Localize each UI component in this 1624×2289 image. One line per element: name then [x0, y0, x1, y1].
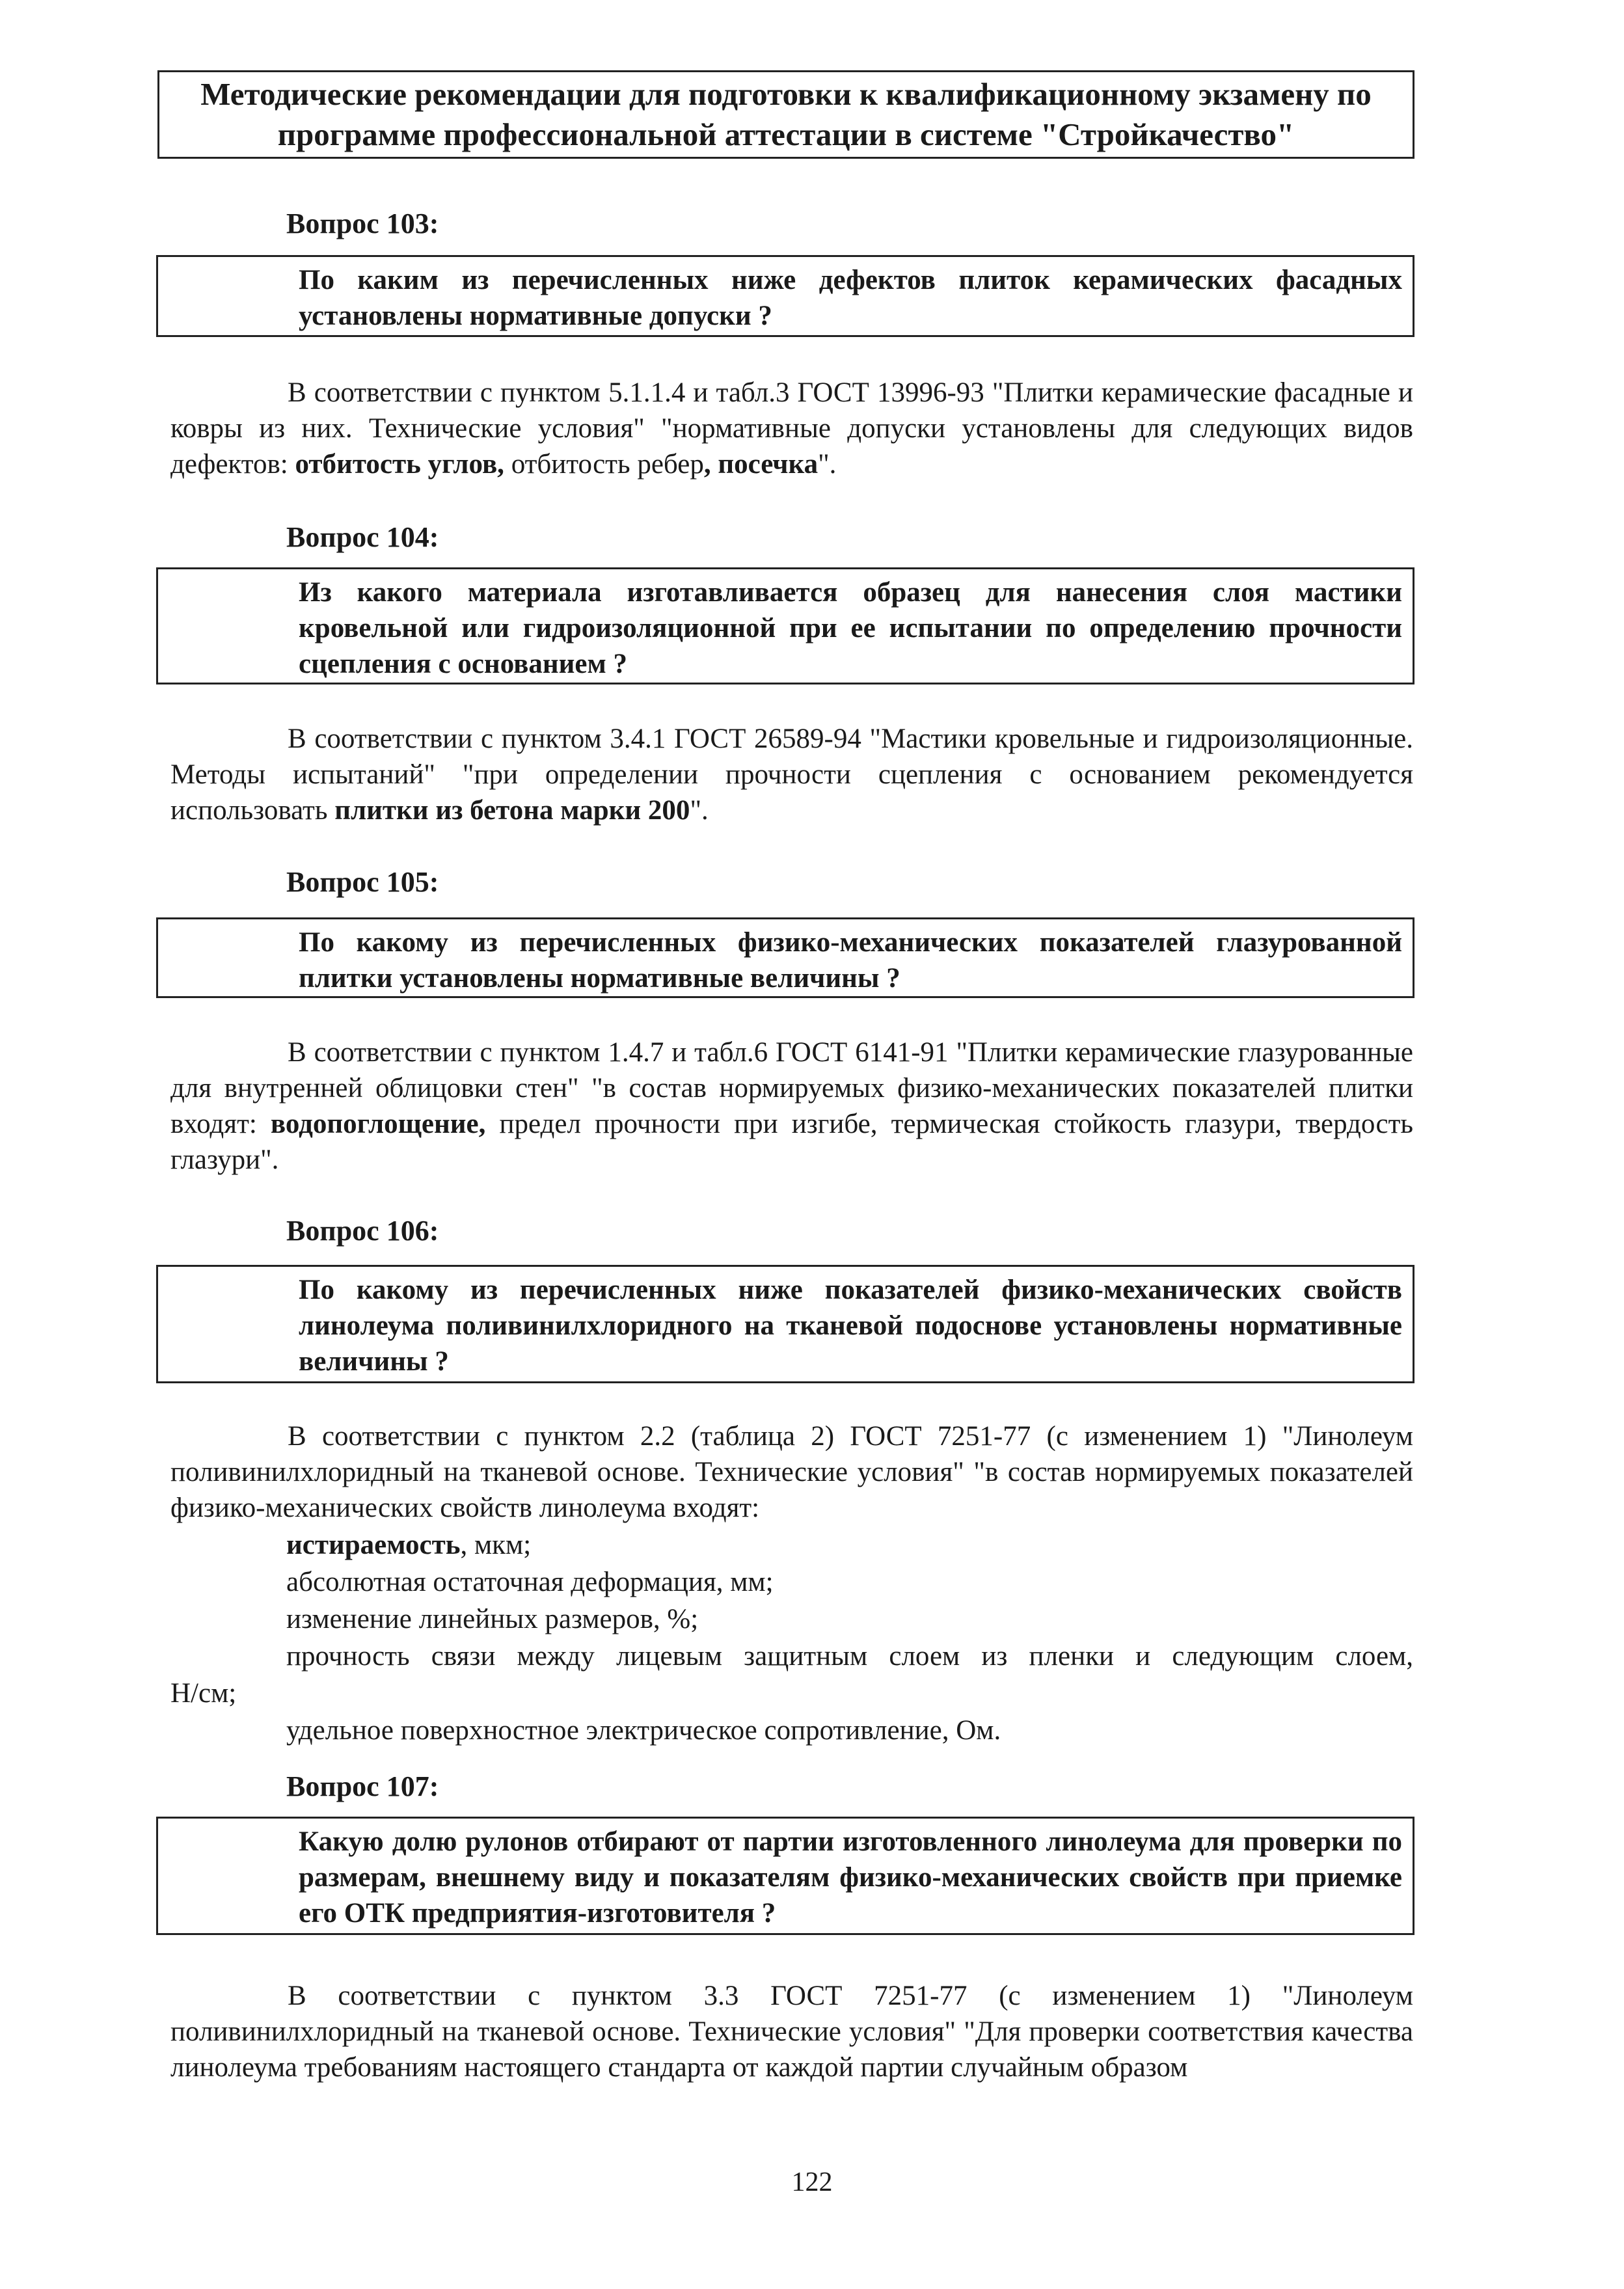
page-header: [157, 70, 1414, 159]
question-106-box: [156, 1265, 1414, 1383]
list-item: [170, 1526, 1413, 1564]
answer-105-bold-1: водопоглощение,: [270, 1109, 486, 1139]
answer-105-text-2: предел прочности при изгибе, термическая стойкость глазури, твердость глазури".: [170, 1109, 1413, 1175]
list-item-1-rest: , мкм;: [460, 1530, 532, 1560]
list-item: прочность связи между лицевым защитным слоем из пленки и следующим слоем,: [286, 1641, 1413, 1672]
list-item-continuation: Н/см;: [170, 1678, 237, 1709]
answer-103: [170, 375, 1413, 482]
header-line-1: Методические рекомендации для подготовки к квалификационному экзамену по: [200, 76, 1372, 112]
list-item: изменение линейных размеров, %;: [286, 1604, 699, 1634]
question-106-label: Вопрос 106:: [286, 1215, 439, 1247]
answer-104-bold-1: плитки из бетона марки 200: [334, 795, 690, 826]
answer-107-text-1: В соответствии с пунктом 3.3 ГОСТ 7251-77 (с изменением 1) "Линолеум поливинилхлоридный на тканевой основе. Технические условия" "Для проверки соответствия качества линолеума требованиям настоящего стандарта от каждой партии случайным образом: [170, 1981, 1413, 2083]
question-103-box: [156, 255, 1414, 337]
question-104-text: Из какого материала изготавливается образец для нанесения слоя мастики кровельной или гидроизоляционной при ее испытании по определению прочности сцепления с основанием ?: [299, 577, 1402, 679]
answer-107: [170, 1978, 1413, 2085]
answer-104: [170, 721, 1413, 828]
answer-106: [170, 1418, 1413, 1526]
list-item: абсолютная остаточная деформация, мм;: [286, 1567, 774, 1597]
question-105-box: [156, 917, 1414, 998]
question-107-box: [156, 1817, 1414, 1935]
answer-103-text-1: В соответствии с пунктом 5.1.1.4 и табл.3 ГОСТ 13996-93 "Плитки керамические фасадные и ковры из них. Технические условия" "нормативные допуски установлены для следующих видов дефектов:: [170, 377, 1413, 480]
question-105-text: По какому из перечисленных физико-механических показателей глазурованной плитки установлены нормативные величины ?: [299, 927, 1402, 994]
question-107-text: Какую долю рулонов отбирают от партии изготовленного линолеума для проверки по размерам, внешнему виду и показателям физико-механических свойств при приемке его ОТК предприятия-изготовителя ?: [299, 1826, 1402, 1929]
list-item-1-bold: истираемость: [286, 1530, 461, 1560]
question-107-label: Вопрос 107:: [286, 1770, 439, 1802]
page-number: 122: [791, 2167, 833, 2197]
question-106-text: По какому из перечисленных ниже показателей физико-механических свойств линолеума поливинилхлоридного на тканевой подоснове установлены нормативные величины ?: [299, 1275, 1402, 1377]
answer-106-text-1: В соответствии с пунктом 2.2 (таблица 2) ГОСТ 7251-77 (с изменением 1) "Линолеум поливинилхлоридный на тканевой основе. Технические условия" "в состав нормируемых показателей физико-механических свойств линолеума входят:: [170, 1421, 1413, 1523]
question-104-label: Вопрос 104:: [286, 521, 439, 553]
answer-104-text-2: ".: [690, 795, 709, 826]
answer-104-text-1: В соответствии с пунктом 3.4.1 ГОСТ 26589-94 "Мастики кровельные и гидроизоляционные. Методы испытаний" "при определении прочности сцепления с основанием рекомендуется использовать: [170, 724, 1413, 826]
answer-106-list: [170, 1526, 1413, 1749]
answer-105-text-1: В соответствии с пунктом 1.4.7 и табл.6 ГОСТ 6141-91 "Плитки керамические глазурованные для внутренней облицовки стен" "в состав нормируемых физико-механических показателей плитки входят:: [170, 1037, 1413, 1139]
answer-105: [170, 1035, 1413, 1178]
question-103-text: По каким из перечисленных ниже дефектов плиток керамических фасадных установлены нормативные допуски ?: [299, 265, 1402, 331]
list-item: удельное поверхностное электрическое сопротивление, Ом.: [286, 1715, 1001, 1746]
answer-103-text-2: отбитость ребер: [504, 449, 704, 480]
answer-103-bold-1: отбитость углов,: [295, 449, 504, 480]
header-line-2: программе профессиональной аттестации в системе "Стройкачество": [277, 116, 1295, 152]
answer-103-text-3: ".: [818, 449, 837, 480]
question-104-box: [156, 567, 1414, 684]
question-103-label: Вопрос 103:: [286, 208, 439, 239]
answer-103-bold-2: , посечка: [703, 449, 819, 480]
question-105-label: Вопрос 105:: [286, 866, 439, 898]
